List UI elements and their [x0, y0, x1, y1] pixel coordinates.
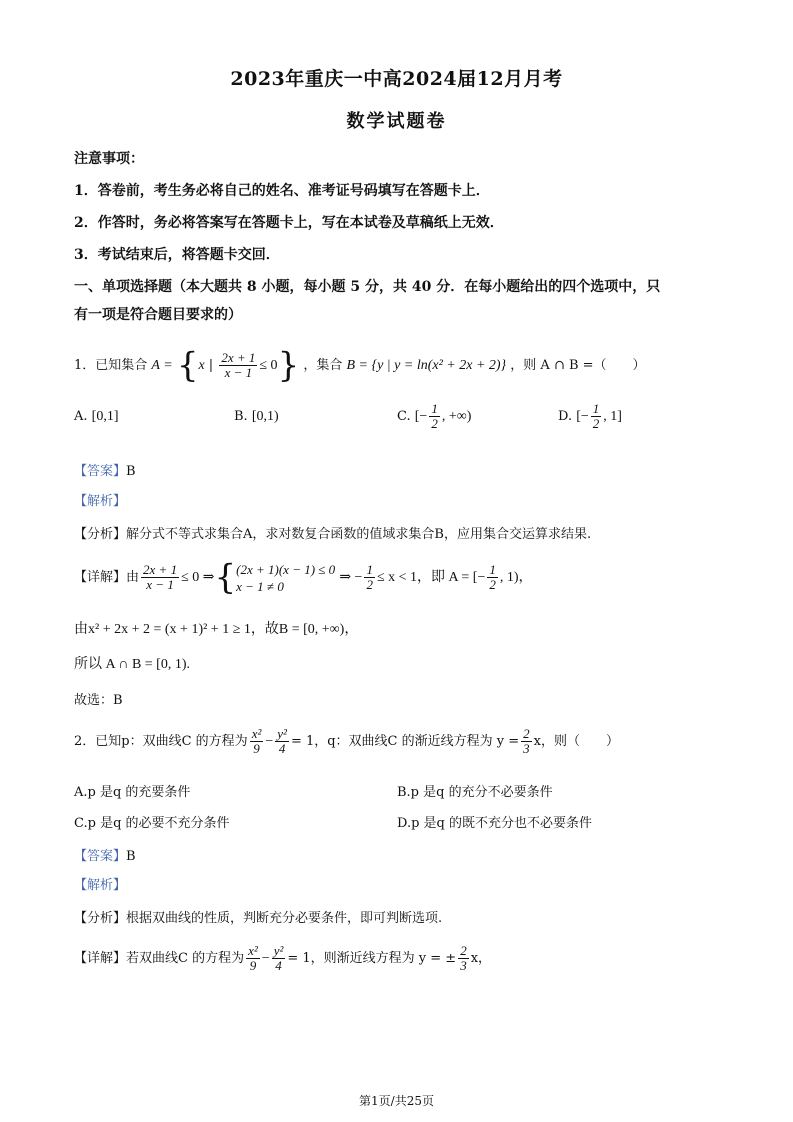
q2-stem: 2．已知p：双曲线C 的方程为 $\frac{\text{x²}}{9}$ − $\frac{\text{y²}}{4}$ = 1，q：双曲线C 的渐近线方程为 y = $\frac{2}{3}$ x，则（ ） [74, 726, 619, 756]
q1-option-b: B. [0,1) [234, 409, 279, 424]
answer-label: 【答案】 [74, 464, 127, 479]
fenxi-label: 【分析】 [74, 911, 127, 926]
q1-option-a: A. [0,1] [74, 409, 119, 424]
q1-brace-close: } [277, 345, 300, 386]
q1-result: 故选：B [74, 693, 123, 708]
q1-setA-label: A = [151, 358, 173, 373]
q2-detail: 【详解】若双曲线C 的方程为 $\frac{\text{x²}}{9}$ − $\frac{\text{y²}}{4}$ = 1，则渐近线方程为 y = ± $\frac{2}{3}$ x， [74, 943, 492, 973]
answer-value: B [126, 464, 136, 479]
notice-item: 1．答卷前，考生务必将自己的姓名、准考证号码填写在答题卡上． [74, 183, 490, 199]
q1-system: (2x + 1)(x − 1) ≤ 0 x − 1 ≠ 0 [236, 561, 336, 594]
detail-label: 【详解】 [74, 951, 127, 966]
q1-detail-line3: 所以 A ∩ B = [0, 1). [74, 657, 191, 672]
q2-option-c: C.p 是q 的必要不充分条件 [74, 816, 230, 831]
q2-answer [74, 848, 136, 866]
q2-fenxi [74, 910, 442, 928]
section-heading: 一、单项选择题（本大题共 8 小题，每小题 5 分，共 40 分．在每小题给出的四个选项中，只 [74, 279, 661, 295]
notice-heading: 注意事项： [74, 151, 144, 167]
q1-detail-fraction: $\frac{2x + 1}{x - 1}$ [143, 562, 178, 592]
q2-option-b: B.p 是q 的充分不必要条件 [397, 785, 553, 800]
section-heading-cont: 有一项是符合题目要求的） [74, 307, 242, 323]
page-subtitle: 数学试题卷 [346, 111, 447, 132]
answer-value: B [126, 849, 136, 864]
q1-stem: 1．已知集合 A = {x | $\frac{2x + 1}{x - 1}$ ≤ 0} ，集合 B = {y | y = ln(x² + 2x + 2)} ，则 A ∩ B =（ ） [74, 345, 646, 386]
q1-brace-open: { [176, 345, 199, 386]
q2-option-a: A.p 是q 的充要条件 [74, 785, 191, 800]
answer-label: 【答案】 [74, 849, 127, 864]
fenxi-text: 根据双曲线的性质，判断充分必要条件，即可判断选项. [126, 911, 443, 926]
fenxi-text: 解分式不等式求集合A，求对数复合函数的值域求集合B，应用集合交运算求结果. [126, 527, 592, 542]
notice-item: 2．作答时，务必将答案写在答题卡上，写在本试卷及草稿纸上无效． [74, 215, 504, 231]
q1-detail-line2: 由x² + 2x + 2 = (x + 1)² + 1 ≥ 1，故B = [0, +∞)， [74, 622, 359, 637]
q1-fenxi [74, 526, 591, 544]
q1-setA-rel: ≤ 0 [259, 358, 278, 373]
fenxi-label: 【分析】 [74, 527, 127, 542]
q1-system-brace: { [214, 557, 237, 598]
q1-option-d: D. [− $\frac{1}{2}$ , 1] [558, 401, 622, 431]
q1-detail: 【详解】由 $\frac{2x + 1}{x - 1}$ ≤ 0 ⇒{ (2x + 1)(x − 1) ≤ 0 x − 1 ≠ 0 ⇒ − $\frac{1}{2}$ ≤ x < 1，即 A = [− $\frac{1}{2}$ , 1)， [74, 557, 533, 598]
q1-prefix: 1．已知集合 [74, 358, 148, 373]
page-title: 2023年重庆一中高2024届12月月考 [230, 68, 563, 90]
q2-analysis-label: 【解析】 [74, 878, 127, 893]
q1-suffix: ，则 A ∩ B =（ ） [510, 358, 646, 373]
q1-option-c: C. [− $\frac{1}{2}$ , +∞) [397, 401, 472, 431]
q1-setB: B = {y | y = ln(x² + 2x + 2)} [346, 358, 507, 373]
page-footer: 第1页/共25页 [359, 1094, 434, 1108]
q2-option-d: D.p 是q 的既不充分也不必要条件 [397, 816, 593, 831]
detail-label: 【详解】 [74, 570, 127, 585]
q1-answer [74, 463, 136, 481]
q1-mid: ，集合 [303, 358, 343, 373]
q1-setA-var: x [198, 358, 205, 373]
q1-analysis-label: 【解析】 [74, 494, 127, 509]
notice-item: 3．考试结束后，将答题卡交回． [74, 247, 280, 263]
q1-setA-fraction: $\frac{2x + 1}{x - 1}$ [221, 350, 256, 380]
